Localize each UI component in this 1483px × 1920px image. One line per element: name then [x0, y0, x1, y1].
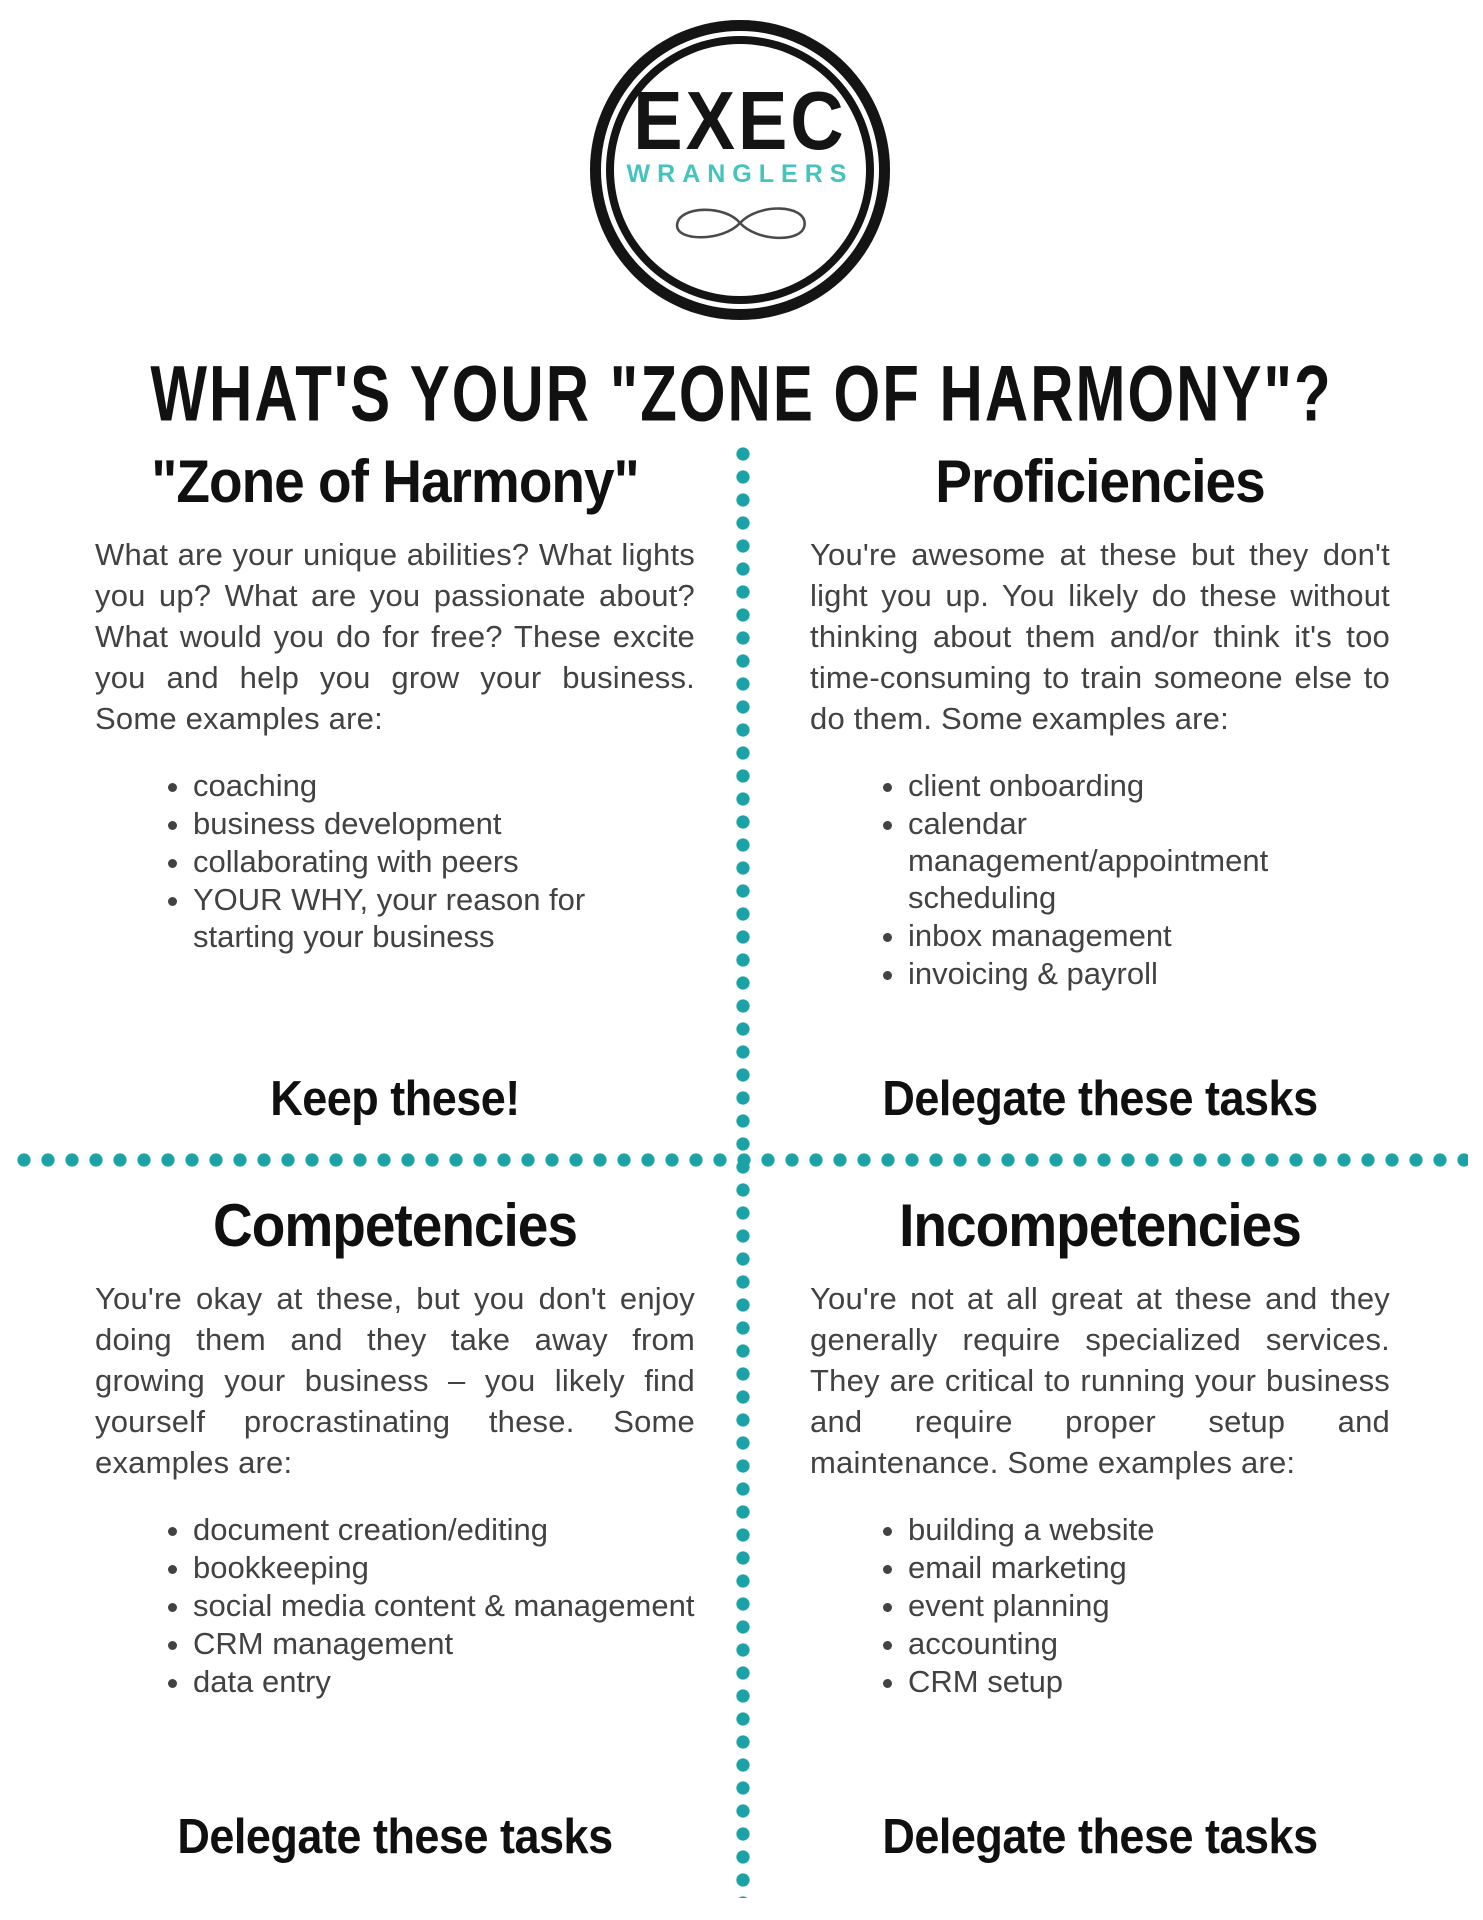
quadrant-footer: Delegate these tasks [882, 1807, 1318, 1864]
bullet-item: • invoicing & payroll [908, 955, 1390, 992]
logo-wranglers-text: WRANGLERS [626, 160, 854, 188]
bullet-item: • email marketing [908, 1549, 1390, 1586]
quadrant-zone-of-harmony [95, 448, 695, 1126]
bullet-item: • bookkeeping [193, 1549, 695, 1586]
bullet-item: • collaborating with peers [193, 843, 695, 880]
quadrant-incompetencies [810, 1192, 1390, 1864]
bullet-list [810, 1511, 1390, 1701]
bullet-item: • YOUR WHY, your reason for starting your business [193, 881, 695, 955]
vertical-dotted-divider [735, 446, 751, 1898]
quadrant-body: What are your unique abilities? What lights you up? What are you passionate about? What would you do for free? These excite you and help you grow your business. Some examples are: [95, 537, 695, 736]
quadrant-footer: Delegate these tasks [177, 1807, 613, 1864]
bullet-list [95, 767, 695, 956]
quadrant-footer: Delegate these tasks [882, 1069, 1318, 1126]
bullet-list [810, 767, 1390, 993]
bullet-item: • client onboarding [908, 767, 1390, 804]
bullet-item: • coaching [193, 767, 695, 804]
bullet-item: • building a website [908, 1511, 1390, 1548]
logo-exec-text: EXEC [633, 73, 847, 167]
bullet-item: • accounting [908, 1625, 1390, 1662]
quadrant-heading: Incompetencies [899, 1190, 1301, 1260]
quadrant-heading: Competencies [213, 1190, 577, 1260]
exec-wranglers-logo [590, 20, 890, 320]
bullet-list [95, 1511, 695, 1701]
bullet-item: • event planning [908, 1587, 1390, 1624]
infinity-icon [655, 197, 825, 254]
bullet-item: • calendar management/appointment scheduling [908, 805, 1390, 916]
quadrant-body: You're awesome at these but they don't light you up. You likely do these without thinking about them and/or think it's too time-consuming to train someone else to do them. Some examples are: [810, 537, 1390, 736]
quadrant-competencies [95, 1192, 695, 1864]
horizontal-dotted-divider [16, 1152, 1468, 1168]
quadrant-body: You're not at all great at these and they generally require specialized services. They are critical to running your business and require proper setup and maintenance. Some examples are: [810, 1281, 1390, 1480]
quadrant-heading: "Zone of Harmony" [151, 446, 639, 516]
bullet-item: • document creation/editing [193, 1511, 695, 1548]
bullet-item: • inbox management [908, 917, 1390, 954]
page-title: WHAT'S YOUR "ZONE OF HARMONY"? [150, 349, 1333, 438]
quadrant-heading: Proficiencies [935, 446, 1265, 516]
bullet-item: • CRM setup [908, 1663, 1390, 1700]
quadrant-body: You're okay at these, but you don't enjoy doing them and they take away from growing your business – you likely find yourself procrastinating these. Some examples are: [95, 1281, 695, 1480]
bullet-item: • CRM management [193, 1625, 695, 1662]
bullet-item: • social media content & management [193, 1587, 695, 1624]
quadrant-footer: Keep these! [270, 1069, 520, 1126]
quadrant-proficiencies [810, 448, 1390, 1126]
bullet-item: • data entry [193, 1663, 695, 1700]
bullet-item: • business development [193, 805, 695, 842]
